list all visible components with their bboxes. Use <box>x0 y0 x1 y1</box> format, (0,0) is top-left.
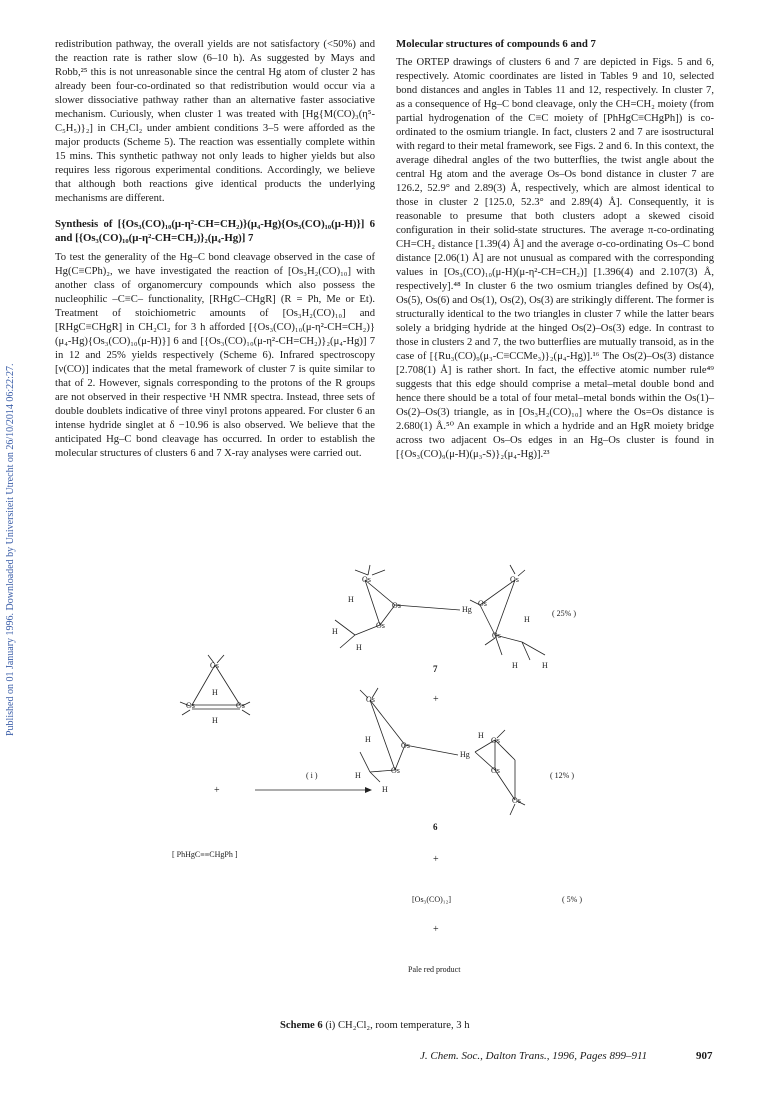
os-atom-label: Os <box>210 661 219 670</box>
hg-atom-label: Hg <box>460 750 470 759</box>
scheme-caption-text: (i) CH₂Cl₂, room temperature, 3 h <box>325 1020 470 1031</box>
os-atom-label: Os <box>376 621 385 630</box>
os-atom-label: Os <box>491 736 500 745</box>
os-atom-label: Os <box>492 631 501 640</box>
scheme-caption-title: Scheme 6 <box>280 1020 323 1031</box>
os-atom-label: Os <box>186 701 195 710</box>
plus-sign: + <box>433 924 439 935</box>
download-watermark: Published on 01 January 1996. Downloaded by Universiteit Utrecht on 26/10/2014 06:22:27. <box>5 363 16 737</box>
os-atom-label: Os <box>491 766 500 775</box>
os-atom-label: Os <box>478 599 487 608</box>
left-column <box>55 38 375 473</box>
h-atom-label: H <box>382 785 388 794</box>
right-column <box>396 38 714 474</box>
reagent-label: [ PhHgC≡≡CHgPh ] <box>172 850 238 859</box>
os-atom-label: Os <box>362 575 371 584</box>
h-atom-label: H <box>356 643 362 652</box>
os-atom-label: Os <box>392 601 401 610</box>
paragraph: redistribution pathway, the overall yields are not satisfactory (<50%) and the reaction rate is rather slow (6–10 h). As suggested by Mays and Robb,²⁵ this is not unreasonable since the central Hg atom of cluster 2 has already been four-co-ordinated so that redistribution would occur via a slower dissociative pathway rather than an alternative faster associative mechanism. Curiously, when cluster 1 was treated with [Hg{M(CO)₃(η⁵-C₅H₅)}₂] in CH₂Cl₂ under ambient conditions 3–5 were afforded as the major products (Scheme 5). The reaction was essentially complete within 15 mins. This synthetic pathway not only leads to higher yields but also requires less rigorous experimental conditions. Accordingly, we believe that although both reactions give identical products the underlying mechanisms are different. <box>55 39 375 204</box>
compound-6-structure <box>360 688 525 815</box>
plus-sign: + <box>433 854 439 865</box>
os-atom-label: Os <box>512 796 521 805</box>
os-atom-label: Os <box>401 741 410 750</box>
plus-sign: + <box>214 785 220 796</box>
h-atom-label: H <box>332 627 338 636</box>
h-atom-label: H <box>524 615 530 624</box>
reaction-scheme <box>150 560 750 1010</box>
compound-7-number: 7 <box>433 664 438 674</box>
compound-6-number: 6 <box>433 822 438 832</box>
compound-7-yield: ( 25% ) <box>552 609 576 618</box>
h-atom-label: H <box>542 661 548 670</box>
h-atom-label: H <box>512 661 518 670</box>
journal-citation: J. Chem. Soc., Dalton Trans., 1996, Pages 899–911 <box>420 1050 648 1062</box>
os-atom-label: Os <box>236 701 245 710</box>
h-atom-label: H <box>355 771 361 780</box>
paragraph: To test the generality of the Hg–C bond cleavage observed in the case of Hg(C≡CPh)₂, we have investigated the reaction of [Os₃H₂(CO)₁₀] with another class of organomercury compounds which also possess the nucleophilic –C≡C– functionality, [RHgC–CHgR] (R = Ph, Me or Et). Treatment of stoichiometric amounts of [Os₃H₂(CO)₁₀] and [RHgC≡CHgR] in CH₂Cl₂ for 3 h afforded [{Os₃(CO)₁₀(μ-η²-CH=CH₂)}(μ₄-Hg){Os₃(CO)₁₀(μ-H)}] 6 and [{Os₃(CO)₁₀(μ-η²-CH=CH₂)}₂(μ₄-Hg)] 7 in 12 and 25% yields respectively (Scheme 6). Infrared spectroscopy [ν(CO)] indicates that the metal framework of cluster 7 is quite similar to that of 2. However, signals corresponding to the protons of the R groups are not observed in their respective ¹H NMR spectra. Instead, three sets of double doublets indicative of three vinyl protons appeared. For cluster 6 an intense hydride singlet at δ −10.96 is also observed. We believe that the anticipated Hg–C bond cleavage has occurred. In order to establish the molecular structures of clusters 6 and 7 X-ray analyses were carried out. <box>55 252 375 459</box>
os-atom-label: Os <box>510 575 519 584</box>
h-atom-label: H <box>365 735 371 744</box>
hg-atom-label: Hg <box>462 605 472 614</box>
final-product-label: Pale red product <box>408 965 461 974</box>
plus-sign: + <box>433 694 439 705</box>
h-atom-label: H <box>212 716 218 725</box>
h-atom-label: H <box>348 595 354 604</box>
compound-6-yield: ( 12% ) <box>550 771 574 780</box>
paragraph: The ORTEP drawings of clusters 6 and 7 are depicted in Figs. 5 and 6, respectively. Atomic coordinates are listed in Tables 9 and 10, selected bond distances and angles in Tables 11 and 12, respectively. In cluster 7, as a consequence of Hg–C bond cleavage, only the CH=CH₂ moiety (from partial hydrogenation of the C≡C moiety of [PhHgC≡CHgPh]) is co-ordinated to the osmium triangle. In fact, clusters 2 and 7 are isostructural with regard to their metal framework, see Figs. 2 and 6. In this context, the average dihedral angles of the two butterflies, the twist angle about the central Hg atom and the average Os–Os bond distance in cluster 7 are 126.2, 52.9° and 2.89(3) Å, respectively, which are almost identical to those in cluster 2 [125.0, 52.3° and 2.89(4) Å]. Consequently, it is reasonable to presume that both clusters adopt a skewed cisoid configuration in their solid-state structures. The average π-co-ordinating CH=CH₂ distance [1.39(4) Å] and the average σ-co-ordinating Os–C bond distance [2.06(1) Å] are not unusual as compared with the corresponding values in [Os₃(CO)₁₀(μ-H)(μ-η²-CH=CH₂)] [1.396(4) and 2.107(3) Å, respectively].⁴⁸ In cluster 6 the two osmium triangles defined by Os(4), Os(5), Os(6) and Os(1), Os(2), Os(3) are strikingly different. The former is structurally identical to the two triangles in cluster 7 while the latter bears solely a bridging hydride at the hinged Os(2)–Os(3) edge. In contrast to those in clusters 2 and 7, the two butterflies are mutually transoid, as in the case of [{Ru₃(CO)₉(μ₃-C≡CCMe₃)}₂(μ₄-Hg)].¹⁶ The Os(2)–Os(3) distance [2.708(1) Å] is rather short. In fact, the effective atomic number rule⁴⁹ suggests that this edge should comprise a metal–metal double bond and hence there should be a total of four metal–metal bonds within the Os(1)–Os(2)–Os(3) triangle, as in [Os₃H₂(CO)₁₀] where the Os=Os distance is 2.680(1) Å.⁵⁰ An example in which a hydride and an HgR moiety bridge across two adjacent Os–Os edges in an Hg–Os cluster is found in [{Os₃(CO)₉(μ-H)(μ₃-S)}₂(μ₄-Hg)].²³ <box>396 56 714 460</box>
page-number: 907 <box>696 1050 713 1062</box>
os-atom-label: Os <box>366 695 375 704</box>
h-atom-label: H <box>478 731 484 740</box>
h-atom-label: H <box>212 688 218 697</box>
scheme-caption <box>280 1020 470 1031</box>
os-atom-label: Os <box>391 766 400 775</box>
section-heading: Synthesis of [{Os₃(CO)₁₀(μ-η²-CH=CH₂)}(μ₄-Hg){Os₃(CO)₁₀(μ-H)}] 6 and [{Os₃(CO)₁₀(μ-η²-CH=CH₂)}₂(μ₄-Hg)] 7 <box>55 218 375 244</box>
byproduct-yield: ( 5% ) <box>562 895 582 904</box>
reaction-arrow <box>255 787 372 793</box>
byproduct-label: [Os₃(CO)₁₂] <box>412 895 452 904</box>
section-heading: Molecular structures of compounds 6 and 7 <box>396 38 596 50</box>
reaction-conditions-label: ( i ) <box>306 771 318 780</box>
page-footer <box>0 1020 772 1080</box>
